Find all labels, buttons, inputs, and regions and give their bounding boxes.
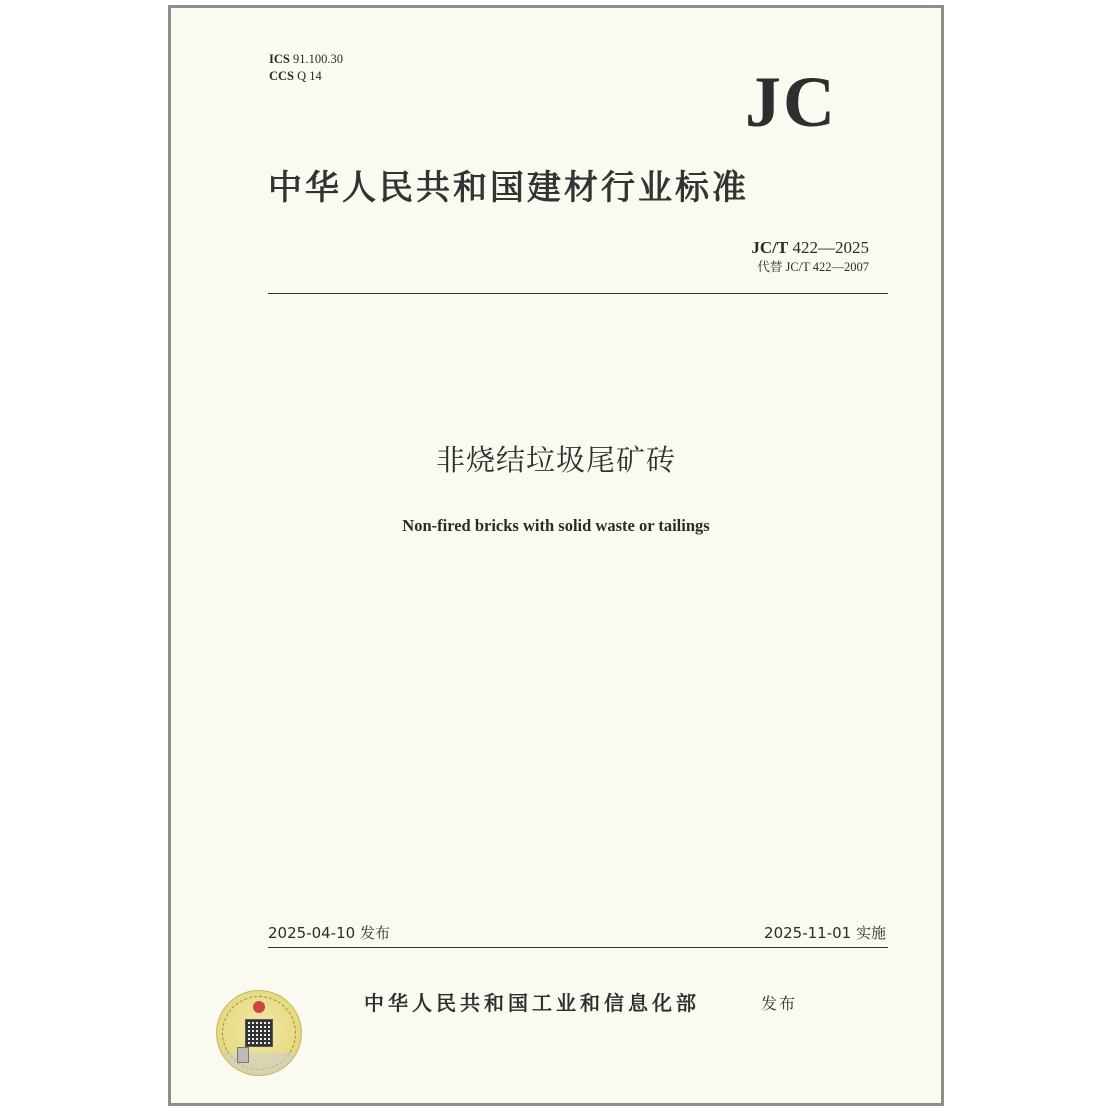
effective-date: 2025-11-01 实施 bbox=[764, 924, 886, 942]
seal-hologram-band bbox=[217, 1053, 301, 1075]
anti-counterfeit-seal-icon bbox=[216, 990, 302, 1076]
standard-code: JC/T 422—2025 bbox=[751, 238, 869, 257]
bottom-divider bbox=[268, 947, 888, 948]
standard-cover-page bbox=[168, 5, 944, 1106]
publisher-name: 中华人民共和国工业和信息化部 bbox=[364, 991, 700, 1015]
replaces-standard: 代替 JC/T 422—2007 bbox=[757, 260, 869, 274]
top-divider bbox=[268, 293, 888, 294]
document-title-chinese: 非烧结垃圾尾矿砖 bbox=[435, 443, 676, 477]
qr-code-icon bbox=[245, 1019, 273, 1047]
publisher-suffix: 发布 bbox=[761, 994, 798, 1013]
standard-category-title: 中华人民共和国建材行业标准 bbox=[268, 168, 749, 208]
publish-date: 2025-04-10 发布 bbox=[268, 924, 390, 942]
ccs-code: CCS Q 14 bbox=[269, 69, 322, 83]
ics-code: ICS 91.100.30 bbox=[269, 52, 343, 66]
jc-logo: JC bbox=[745, 62, 837, 142]
hologram-icon bbox=[237, 1047, 249, 1063]
document-title-english: Non-fired bricks with solid waste or tailings bbox=[402, 516, 710, 535]
emblem-icon bbox=[253, 1001, 265, 1013]
